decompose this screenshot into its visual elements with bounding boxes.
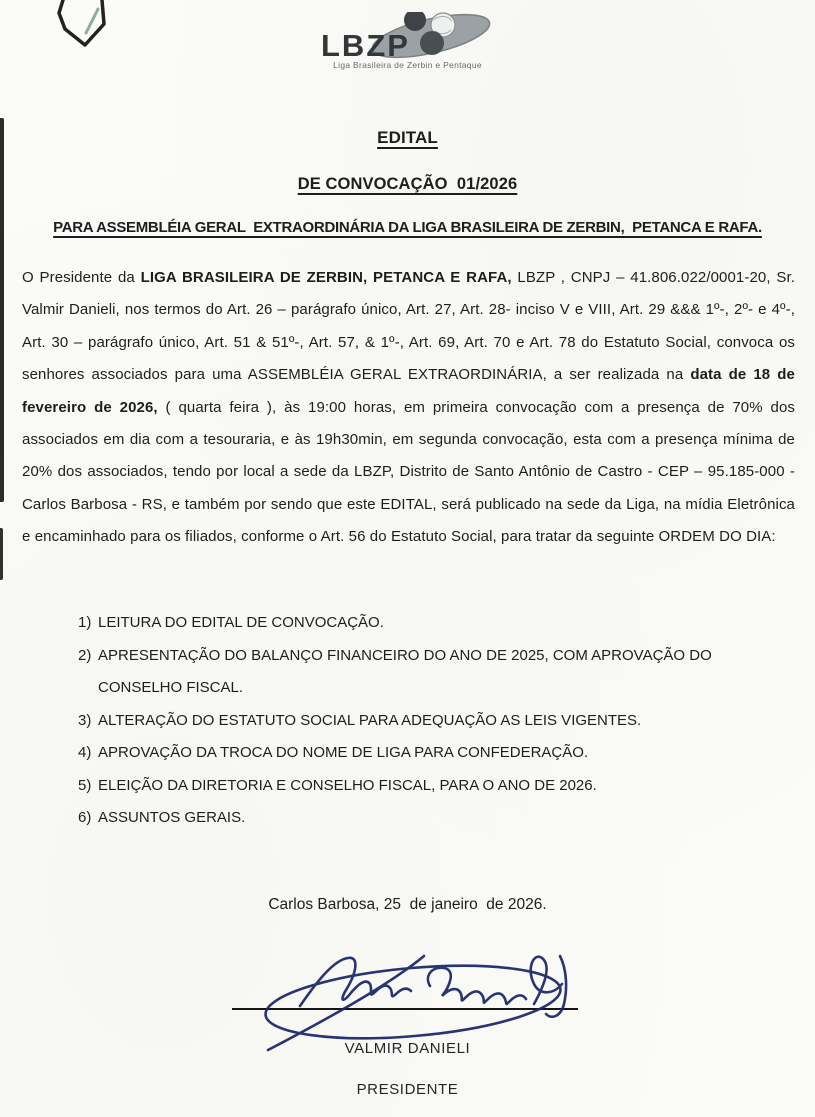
agenda-item: [78, 607, 775, 640]
agenda-item-text: LEITURA DO EDITAL DE CONVOCAÇÃO.: [98, 614, 384, 631]
signer-title: PRESIDENTE: [356, 1081, 459, 1098]
agenda-item-number: 6): [78, 809, 92, 826]
agenda-item: [78, 705, 775, 738]
agenda-item: [78, 770, 775, 803]
agenda-list: [78, 607, 775, 835]
signer-name: VALMIR DANIELI: [344, 1040, 471, 1057]
assembly-heading: PARA ASSEMBLÉIA GERAL EXTRAORDINÁRIA DA LIGA BRASILEIRA DE ZERBIN, PETANCA E RAFA.: [53, 219, 762, 236]
organization-name: LIGA BRASILEIRA DE ZERBIN, PETANCA E RAFA,: [140, 269, 512, 286]
agenda-item: [78, 640, 775, 705]
convocation-number-title: DE CONVOCAÇÃO 01/2026: [297, 175, 518, 193]
agenda-item-number: 4): [78, 744, 92, 761]
paragraph-details: ( quarta feira ), às 19:00 horas, em primeira convocação com a presença de 70% dos associados em dia com a tesouraria, e às 19h30min, em segunda convocação, esta com a presença mínima de 20% dos associados, tendo por local a sede da LBZP, Distrito de Santo Antônio de Castro - CEP – 95.185-000 - Carlos Barbosa - RS, e também por sendo que este EDITAL, será publicado na sede da Liga, na mídia Eletrônica e encaminhado para os filiados, conforme o Art. 56 do Estatuto Social, para tratar da seguinte ORDEM DO DIA:: [22, 398, 796, 546]
paragraph-articles: LBZP , CNPJ – 41.806.022/0001-20, Sr. Valmir Danieli, nos termos do Art. 26 – parágrafo único, Art. 27, Art. 28- inciso V e VIII, Art. 29 &&& 1º-, 2º- e 4º-, Art. 30 – parágrafo único, Art. 51 & 51º-, Art. 57, & 1º-, Art. 69, Art. 70 e Art. 78 do Estatuto Social, convoca os senhores associados para uma ASSEMBLÉIA GERAL EXTRAORDINÁRIA, a ser realizada na: [22, 269, 795, 384]
place-and-date-line: Carlos Barbosa, 25 de janeiro de 2026.: [268, 896, 547, 913]
agenda-item-number: 1): [78, 614, 92, 631]
lbzp-logo-graphic: [313, 12, 503, 64]
logo-acronym: LBZP: [320, 28, 410, 63]
agenda-item-number: 3): [78, 711, 92, 729]
agenda-item-text: ELEIÇÃO DA DIRETORIA E CONSELHO FISCAL, PARA O ANO DE 2026.: [98, 776, 597, 794]
assembly-date: data de 18 de fevereiro de 2026,: [22, 366, 795, 416]
agenda-item-number: 5): [78, 776, 92, 794]
logo-tagline: Liga Brasileira de Zerbin e Pentaque: [333, 60, 482, 70]
agenda-item: [78, 737, 775, 770]
paragraph-intro: O Presidente da: [22, 269, 141, 286]
lbzp-logo: [0, 12, 815, 70]
agenda-item-number: 2): [78, 646, 92, 664]
agenda-item-text: APROVAÇÃO DA TROCA DO NOME DE LIGA PARA CONFEDERAÇÃO.: [98, 744, 589, 761]
scan-edge-artifact: [0, 528, 3, 580]
body-paragraph: [22, 262, 795, 554]
document-title: EDITAL: [377, 128, 438, 147]
agenda-item-text: ASSUNTOS GERAIS.: [98, 809, 246, 826]
logo-dark-ball-bottom: [420, 31, 444, 55]
agenda-item: [78, 802, 775, 835]
agenda-item-text: APRESENTAÇÃO DO BALANÇO FINANCEIRO DO ANO DE 2025, COM APROVAÇÃO DO CONSELHO FISCAL.: [98, 646, 712, 696]
agenda-item-text: ALTERAÇÃO DO ESTATUTO SOCIAL PARA ADEQUAÇÃO AS LEIS VIGENTES.: [98, 711, 642, 729]
